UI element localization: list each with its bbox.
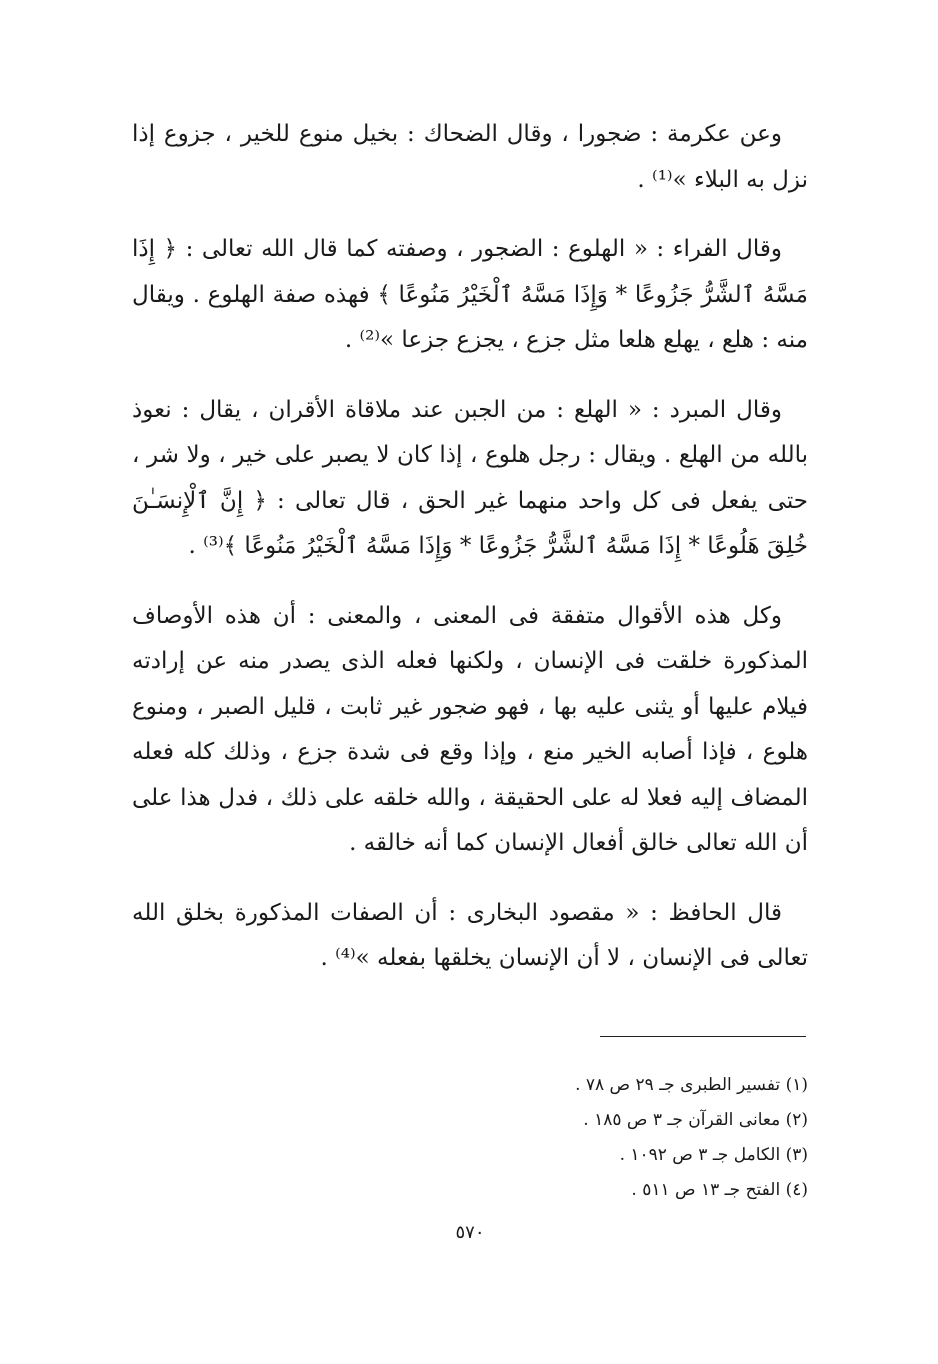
footnote-4: (٤) الفتح جـ ١٣ ص ٥١١ .: [631, 1180, 808, 1200]
paragraph-2: وقال الفراء : « الهلوع : الضجور ، وصفته كما قال الله تعالى : ﴿ إِذَا مَسَّهُ ٱلشَّرُّ جَزُوعًا * وَإِذَا مَسَّهُ ٱلْخَيْرُ مَنُوعًا ﴾ فهذه صفة الهلوع . ويقال منه : هلع ، يهلع هلعا مثل جزع ، يجزع جزعا »⁽²⁾ .: [132, 236, 808, 353]
footnote-1: (١) تفسير الطبرى جـ ٢٩ ص ٧٨ .: [575, 1075, 808, 1095]
footnote-2: (٢) معانى القرآن جـ ٣ ص ١٨٥ .: [583, 1110, 808, 1130]
paragraph-1: وعن عكرمة : ضجورا ، وقال الضحاك : بخيل منوع للخير ، جزوع إذا نزل به البلاء »⁽¹⁾ .: [132, 121, 808, 193]
main-text: [132, 112, 808, 1006]
footnotes: [400, 1068, 808, 1208]
page-number: ٥٧٠: [455, 1222, 485, 1243]
paragraph-5: قال الحافظ : « مقصود البخارى : أن الصفات المذكورة بخلق الله تعالى فى الإنسان ، لا أن الإنسان يخلقها بفعله »⁽⁴⁾ .: [132, 899, 808, 971]
footnote-separator: [600, 1036, 806, 1037]
paragraph-4: وكل هذه الأقوال متفقة فى المعنى ، والمعنى : أن هذه الأوصاف المذكورة خلقت فى الإنسان ، ولكنها فعله الذى يصدر منه عن إرادته فيلام عليها أو يثنى عليه بها ، فهو ضجور غير ثابت ، قليل الصبر ، ومنوع هلوع ، فإذا أصابه الخير منع ، وإذا وقع فى شدة جزع ، وذلك كله فعله المضاف إليه فعلا له على الحقيقة ، والله خلقه على ذلك ، فدل هذا على أن الله تعالى خالق أفعال الإنسان كما أنه خالقه .: [132, 602, 808, 856]
footnote-3: (٣) الكامل جـ ٣ ص ١٠٩٢ .: [619, 1145, 808, 1165]
paragraph-3: وقال المبرد : « الهلع : من الجبن عند ملاقاة الأقران ، يقال : نعوذ بالله من الهلع . ويقال : رجل هلوع ، إذا كان لا يصبر على خير ، ولا شر ، حتى يفعل فى كل واحد منهما غير الحق ، قال تعالى : ﴿ إِنَّ ٱلْإِنسَـٰنَ خُلِقَ هَلُوعًا * إِذَا مَسَّهُ ٱلشَّرُّ جَزُوعًا * وَإِذَا مَسَّهُ ٱلْخَيْرُ مَنُوعًا ﴾⁽³⁾ .: [132, 396, 808, 559]
